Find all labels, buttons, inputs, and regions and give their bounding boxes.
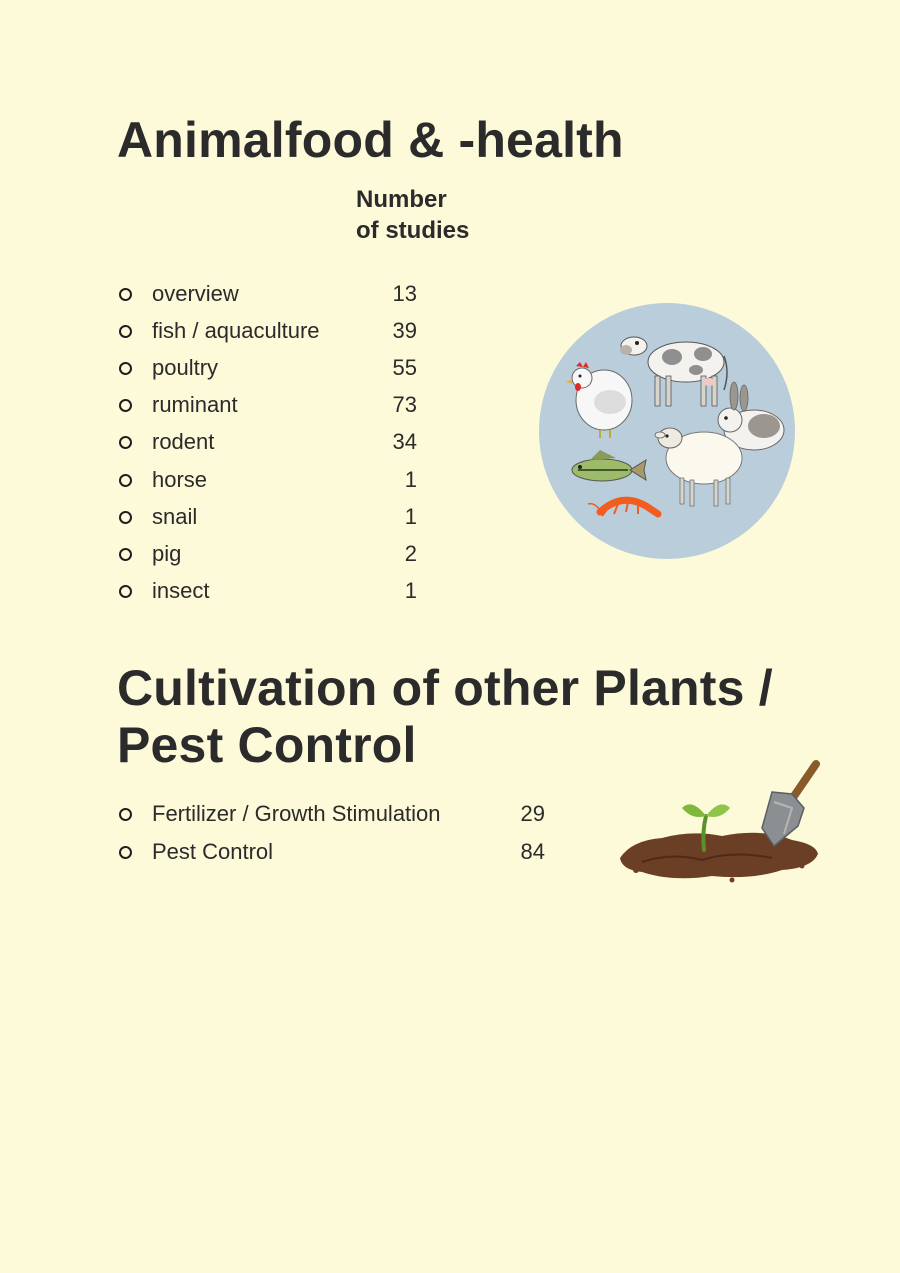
list-item-count: 34 — [392, 429, 417, 454]
circle-bullet-icon — [119, 808, 132, 821]
circle-bullet-icon — [119, 846, 132, 859]
column-header-line2: of studies — [356, 217, 470, 244]
list-item-label: Fertilizer / Growth Stimulation — [152, 801, 441, 826]
seedling-shovel-icon — [612, 752, 826, 892]
circle-bullet-icon — [119, 511, 132, 524]
animal-section-title: Animalfood & -health — [117, 112, 624, 168]
circle-bullet-icon — [119, 436, 132, 449]
circle-bullet-icon — [119, 474, 132, 487]
list-item-count: 1 — [404, 504, 417, 529]
list-item-label: poultry — [152, 355, 219, 380]
list-item-count: 29 — [520, 801, 545, 826]
list-item-count: 2 — [404, 541, 417, 566]
list-item-label: insect — [152, 578, 210, 603]
list-item-count: 73 — [392, 392, 417, 417]
list-item-count: 13 — [392, 281, 417, 306]
list-item-count: 39 — [392, 318, 417, 343]
list-item-count: 1 — [404, 578, 417, 603]
list-item-count: 1 — [404, 467, 417, 492]
farm-animals-circle-icon — [538, 302, 796, 560]
plant-section-title-line2: Pest Control — [117, 717, 417, 773]
circle-bullet-icon — [119, 548, 132, 561]
column-header-line1: Number — [356, 186, 447, 213]
plant-section-title-line1: Cultivation of other Plants / — [117, 660, 773, 716]
circle-bullet-icon — [119, 399, 132, 412]
circle-bullet-icon — [119, 325, 132, 338]
list-item-label: rodent — [152, 429, 215, 454]
list-item-count: 55 — [392, 355, 417, 380]
list-item-count: 84 — [520, 839, 545, 864]
list-item-label: pig — [152, 541, 182, 566]
list-item-label: snail — [152, 504, 198, 529]
circle-bullet-icon — [119, 362, 132, 375]
list-item-label: fish / aquaculture — [152, 318, 320, 343]
list-item-label: Pest Control — [152, 839, 274, 864]
circle-bullet-icon — [119, 585, 132, 598]
list-item-label: ruminant — [152, 392, 238, 417]
list-item-label: overview — [152, 281, 239, 306]
list-item-label: horse — [152, 467, 208, 492]
circle-bullet-icon — [119, 288, 132, 301]
